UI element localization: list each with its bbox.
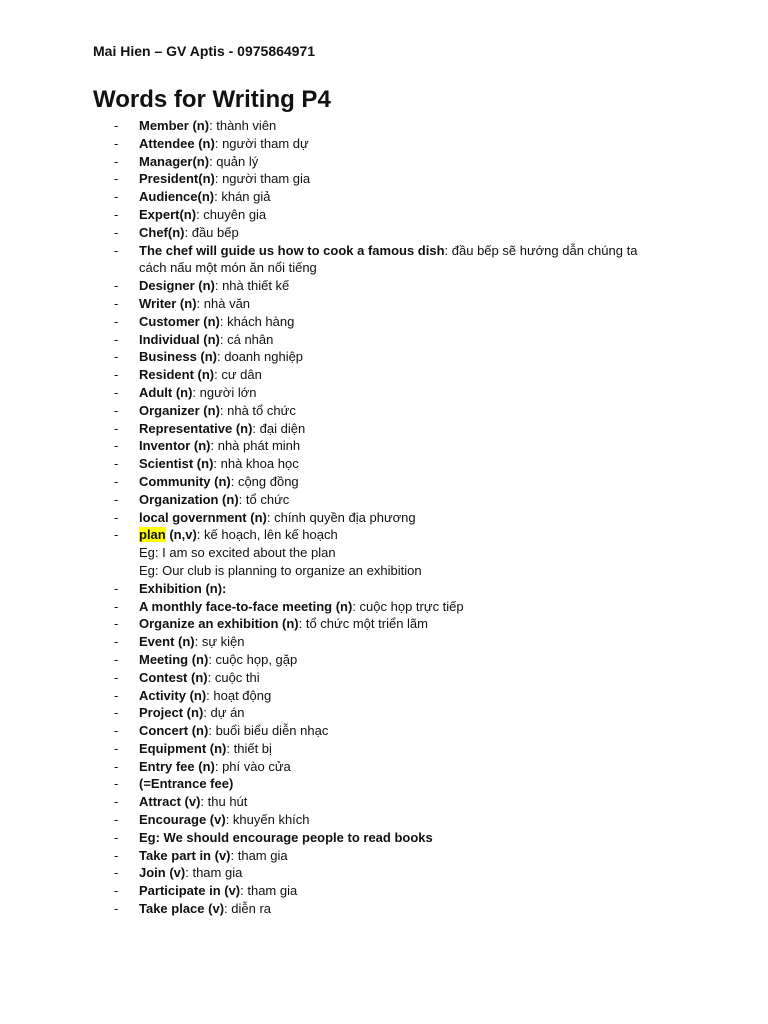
- definition: : quản lý: [209, 153, 259, 169]
- definition: : tham gia: [230, 847, 288, 863]
- definition: : hoạt động: [206, 687, 272, 703]
- definition: : buổi biểu diễn nhạc: [208, 723, 329, 739]
- bullet-dash: -: [114, 847, 119, 863]
- list-item: [0, 598, 768, 616]
- bullet-dash: -: [114, 384, 119, 400]
- list-item: [0, 491, 768, 509]
- list-item: [0, 117, 768, 135]
- term: Business (n): [139, 349, 218, 365]
- bullet-dash: -: [114, 367, 119, 383]
- bullet-dash: -: [114, 723, 119, 739]
- term: (=Entrance fee): [139, 776, 234, 792]
- list-item: [0, 473, 768, 491]
- list-item: [0, 864, 768, 882]
- definition: : thành viên: [209, 118, 277, 133]
- bullet-dash: -: [114, 687, 119, 703]
- bullet-dash: -: [114, 669, 119, 685]
- list-item: [0, 740, 768, 758]
- term: Organization (n): [139, 491, 239, 507]
- bullet-dash: -: [114, 206, 119, 222]
- bullet-dash: -: [114, 118, 119, 133]
- definition: : phí vào cửa: [214, 758, 291, 774]
- bullet-dash: -: [114, 313, 119, 329]
- list-item: [0, 206, 768, 224]
- term: Take place (v): [139, 901, 225, 917]
- term: Contest (n): [139, 669, 208, 685]
- term: Audience(n): [139, 189, 215, 205]
- term: Eg: We should encourage people to read books: [139, 829, 433, 845]
- definition: : doanh nghiệp: [217, 349, 304, 365]
- definition: : diễn ra: [224, 901, 272, 917]
- list-item: [0, 669, 768, 687]
- list-item: [0, 900, 768, 918]
- bullet-dash: -: [114, 865, 119, 881]
- bullet-dash: -: [114, 740, 119, 756]
- term: Organizer (n): [139, 402, 220, 418]
- list-item-plan: [0, 526, 768, 544]
- bullet-dash: -: [114, 438, 119, 454]
- bullet-dash: -: [114, 829, 119, 845]
- list-item: [0, 847, 768, 865]
- term: Customer (n): [139, 313, 220, 329]
- bullet-dash: -: [114, 349, 119, 365]
- list-item: [0, 295, 768, 313]
- term: Individual (n): [139, 331, 220, 347]
- term: Community (n): [139, 473, 231, 489]
- list-item: [0, 402, 768, 420]
- example-line: Eg: Our club is planning to organize an exhibition: [139, 562, 422, 578]
- term: Join (v): [139, 865, 186, 881]
- term: local government (n): [139, 509, 267, 525]
- term: Exhibition (n):: [139, 580, 227, 596]
- list-item: [0, 437, 768, 455]
- definition: : người tham gia: [214, 171, 311, 187]
- bullet-dash: -: [114, 527, 119, 543]
- list-item: [0, 775, 768, 793]
- definition: : đầu bếp: [184, 224, 239, 240]
- definition: : chuyên gia: [196, 206, 267, 222]
- term: Organize an exhibition (n): [139, 616, 299, 632]
- bullet-dash: -: [114, 420, 119, 436]
- term: Encourage (v): [139, 812, 226, 828]
- definition: : cư dân: [214, 367, 262, 383]
- term: Entry fee (n): [139, 758, 215, 774]
- list-item: [0, 366, 768, 384]
- term: (n,v): [165, 527, 197, 543]
- definition: : khuyến khích: [225, 812, 310, 828]
- list-item: [0, 170, 768, 188]
- term: Attract (v): [139, 794, 201, 810]
- term: Concert (n): [139, 723, 209, 739]
- term: Resident (n): [139, 367, 215, 383]
- definition: : nhà thiết kế: [214, 278, 290, 294]
- definition: : dự án: [203, 705, 245, 721]
- bullet-dash: -: [114, 295, 119, 311]
- list-item: [0, 758, 768, 776]
- definition: : tham gia: [240, 883, 298, 899]
- bullet-dash: -: [114, 509, 119, 525]
- definition: : người tham dự: [214, 135, 309, 151]
- bullet-dash: -: [114, 491, 119, 507]
- term: Inventor (n): [139, 438, 211, 454]
- term: Event (n): [139, 634, 195, 650]
- bullet-dash: -: [114, 242, 119, 258]
- definition: : cuộc thi: [207, 669, 260, 685]
- term: Manager(n): [139, 153, 210, 169]
- term: Chef(n): [139, 224, 185, 240]
- bullet-dash: -: [114, 651, 119, 667]
- term: The chef will guide us how to cook a famous dish: [139, 242, 445, 258]
- bullet-dash: -: [114, 598, 119, 614]
- bullet-dash: -: [114, 153, 119, 169]
- bullet-dash: -: [114, 171, 119, 187]
- definition: : đầu bếp sẽ hướng dẫn chúng ta cách nấu một món ăn nổi tiếng: [139, 242, 638, 276]
- list-item: [0, 420, 768, 438]
- bullet-dash: -: [114, 758, 119, 774]
- definition: : cuộc họp trực tiếp: [352, 598, 464, 614]
- definition: : sự kiện: [194, 634, 245, 650]
- list-item: [0, 580, 768, 598]
- bullet-dash: -: [114, 776, 119, 792]
- list-item: [0, 615, 768, 633]
- bullet-dash: -: [114, 883, 119, 899]
- bullet-dash: -: [114, 705, 119, 721]
- definition: : cộng đồng: [230, 473, 299, 489]
- term: Participate in (v): [139, 883, 241, 899]
- definition: : tổ chức: [238, 491, 290, 507]
- term: Attendee (n): [139, 135, 215, 151]
- vocabulary-list: [0, 117, 768, 918]
- definition: : nhà văn: [196, 295, 251, 311]
- definition: : nhà tổ chức: [219, 402, 296, 418]
- list-item: [0, 135, 768, 153]
- example-line: Eg: I am so excited about the plan: [139, 545, 336, 561]
- term: Representative (n): [139, 420, 253, 436]
- list-item: [0, 882, 768, 900]
- bullet-dash: -: [114, 402, 119, 418]
- term: Equipment (n): [139, 740, 227, 756]
- bullet-dash: -: [114, 456, 119, 472]
- list-item: [0, 829, 768, 847]
- bullet-dash: -: [114, 331, 119, 347]
- definition: : đại diện: [252, 420, 306, 436]
- list-item: [0, 455, 768, 473]
- term: Activity (n): [139, 687, 207, 703]
- list-item: [0, 651, 768, 669]
- list-item: [0, 188, 768, 206]
- definition: : nhà khoa học: [213, 456, 299, 472]
- term: President(n): [139, 171, 215, 187]
- list-item: [0, 277, 768, 295]
- list-item: [0, 722, 768, 740]
- definition: : thiết bị: [226, 740, 272, 756]
- list-item: [0, 793, 768, 811]
- definition: : cá nhân: [219, 331, 274, 347]
- definition: : chính quyền địa phương: [266, 509, 416, 525]
- list-item: [0, 811, 768, 829]
- bullet-dash: -: [114, 135, 119, 151]
- list-item: [0, 509, 768, 527]
- term: Expert(n): [139, 206, 197, 222]
- definition: : thu hút: [200, 794, 248, 810]
- list-item: [0, 331, 768, 349]
- list-item: [0, 313, 768, 331]
- term: Scientist (n): [139, 456, 214, 472]
- term: Adult (n): [139, 384, 193, 400]
- list-item: [0, 224, 768, 242]
- list-item: [0, 633, 768, 651]
- list-item: [0, 348, 768, 366]
- list-item: [0, 153, 768, 171]
- definition: : khán giả: [214, 189, 271, 205]
- bullet-dash: -: [114, 580, 119, 596]
- bullet-dash: -: [114, 278, 119, 294]
- bullet-dash: -: [114, 901, 119, 917]
- bullet-dash: -: [114, 634, 119, 650]
- bullet-dash: -: [114, 224, 119, 240]
- term: A monthly face-to-face meeting (n): [139, 598, 353, 614]
- term: Project (n): [139, 705, 204, 721]
- definition: : tham gia: [185, 865, 243, 881]
- page-title: Words for Writing P4: [93, 86, 331, 113]
- highlighted-term: plan: [139, 527, 166, 543]
- definition: : nhà phát minh: [210, 438, 301, 454]
- list-item: [0, 384, 768, 402]
- definition: : cuộc họp, gặp: [208, 651, 298, 667]
- document-header: Mai Hien – GV Aptis - 0975864971: [93, 43, 316, 59]
- term: Meeting (n): [139, 651, 209, 667]
- bullet-dash: -: [114, 473, 119, 489]
- list-item: [0, 704, 768, 722]
- term: Member (n): [139, 118, 210, 133]
- term: Take part in (v): [139, 847, 231, 863]
- bullet-dash: -: [114, 812, 119, 828]
- definition: : tổ chức một triển lãm: [298, 616, 428, 632]
- term: Designer (n): [139, 278, 215, 294]
- bullet-dash: -: [114, 616, 119, 632]
- bullet-dash: -: [114, 794, 119, 810]
- list-item: [0, 687, 768, 705]
- bullet-dash: -: [114, 189, 119, 205]
- list-item: [0, 242, 768, 278]
- definition: : khách hàng: [219, 313, 295, 329]
- definition: : kế hoạch, lên kế hoạch: [196, 527, 338, 543]
- term: Writer (n): [139, 295, 197, 311]
- definition: : người lớn: [192, 384, 257, 400]
